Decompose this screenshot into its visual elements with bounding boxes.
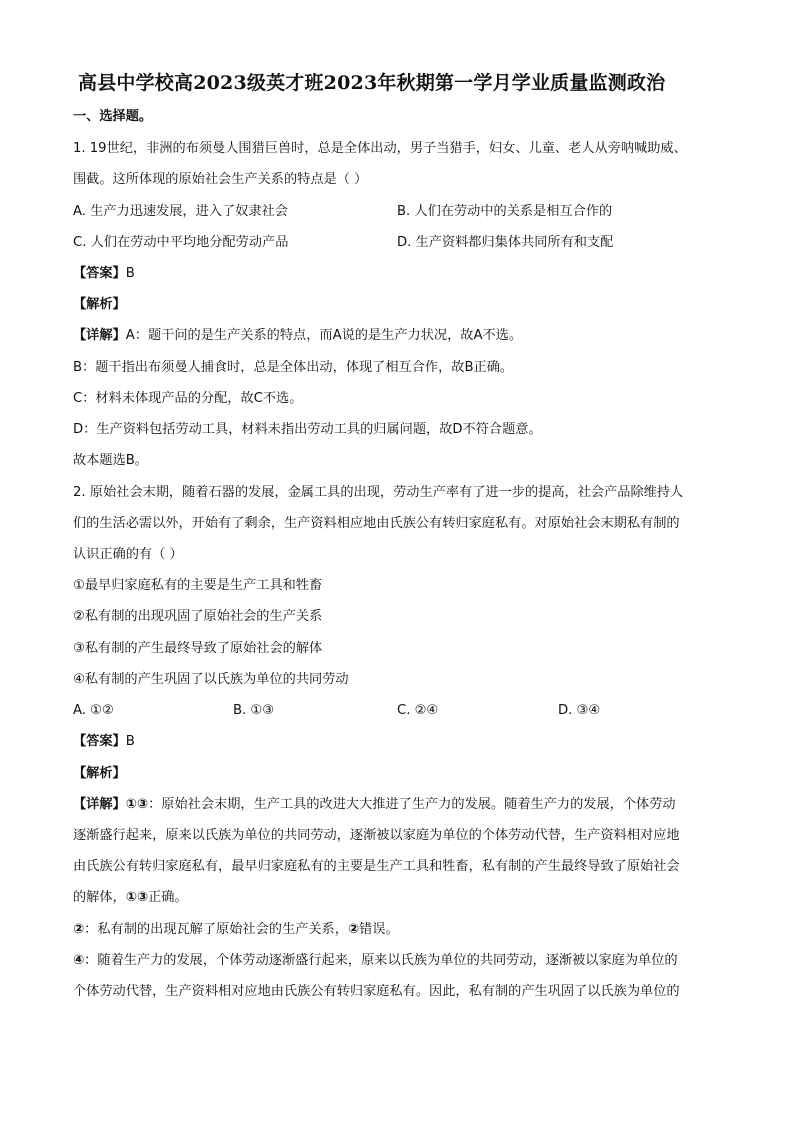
q2-detail-1-line3: 由氏族公有转归家庭私有，最早归家庭私有的主要是生产工具和牲畜，私有制的产生最终导致了原始社会 xyxy=(73,859,680,874)
q2-analysis-label: 【解析】 xyxy=(73,766,126,781)
q1-stem-line1: 1. 19世纪，非洲的布须曼人围猎巨兽时，总是全体出动，男子当猎手，妇女、儿童、老人从旁呐喊助威、 xyxy=(73,141,687,156)
q2-detail-1-line4 xyxy=(73,889,188,907)
q1-answer-value: B xyxy=(125,266,135,281)
q2-stem-line1: 2. 原始社会末期，随着石器的发展，金属工具的出现，劳动生产率有了进一步的提高，社会产品除维持人 xyxy=(73,485,684,500)
q2-detail-4-line2: 个体劳动代替，生产资料相对应地由氏族公有转归家庭私有。因此，私有制的产生巩固了以氏族为单位的 xyxy=(73,984,680,999)
q2-answer-label: 【答案】 xyxy=(73,734,126,749)
q1-option-d: D. 生产资料都归集体共同所有和支配 xyxy=(397,235,614,250)
q1-answer-label: 【答案】 xyxy=(73,266,126,281)
q2-detail-1-line1-text: ：原始社会末期，生产工具的改进大大推进了生产力的发展。随着生产力的发展，个体劳动 xyxy=(148,797,676,812)
q1-option-c: C. 人们在劳动中平均地分配劳动产品 xyxy=(73,235,289,250)
section-heading: 一、选择题。 xyxy=(73,109,153,124)
q2-detail-4-line1 xyxy=(73,952,678,970)
q1-detail-label: 【详解】 xyxy=(73,328,126,343)
q2-detail-2-text: ：私有制的出现瓦解了原始社会的生产关系， xyxy=(84,922,348,937)
q2-detail-4-line1-text: ：随着生产力的发展，个体劳动逐渐盛行起来，原来以氏族为单位的共同劳动，逐渐被以家庭为单位的 xyxy=(84,953,678,968)
q1-option-b: B. 人们在劳动中的关系是相互合作的 xyxy=(397,204,613,219)
q2-detail-1-line4-pre: 的解体， xyxy=(73,890,126,905)
q2-item-2: ②私有制的出现巩固了原始社会的生产关系 xyxy=(73,609,323,624)
q2-item-3: ③私有制的产生最终导致了原始社会的解体 xyxy=(73,641,323,656)
q1-analysis-label: 【解析】 xyxy=(73,297,126,312)
q2-detail-key-4: ④ xyxy=(73,953,85,968)
q2-stem-line2: 们的生活必需以外，开始有了剩余，生产资料相应地由氏族公有转归家庭私有。对原始社会末期私有制的 xyxy=(73,516,680,531)
q2-stem-line3: 认识正确的有（ ） xyxy=(73,547,183,562)
q2-option-b: B. ①③ xyxy=(233,703,275,718)
q1-conclusion: 故本题选B。 xyxy=(73,453,148,468)
q2-detail-2 xyxy=(73,921,399,939)
q2-detail-1-line1 xyxy=(73,796,676,814)
q2-detail-1-line4-post: 正确。 xyxy=(148,890,188,905)
q2-item-1: ①最早归家庭私有的主要是生产工具和牲畜 xyxy=(73,578,323,593)
q2-detail-2-post: 错误。 xyxy=(359,922,399,937)
q2-detail-1-line4-key: ①③ xyxy=(125,890,149,905)
q1-detail-1-text: A：题干问的是生产关系的特点，而A说的是生产力状况，故A不选。 xyxy=(125,328,523,343)
q1-stem-line2: 围截。这所体现的原始社会生产关系的特点是（ ） xyxy=(73,172,368,187)
q1-option-a: A. 生产力迅速发展，进入了奴隶社会 xyxy=(73,204,288,219)
q2-option-c: C. ②④ xyxy=(397,703,439,718)
q1-detail-3: C：材料未体现产品的分配，故C不选。 xyxy=(73,391,303,406)
q1-detail-4: D：生产资料包括劳动工具，材料未指出劳动工具的归属问题，故D不符合题意。 xyxy=(73,422,542,437)
q1-detail-1 xyxy=(73,327,522,345)
q2-answer xyxy=(73,733,135,751)
q2-detail-key-2: ② xyxy=(73,922,85,937)
q2-detail-key-1: ①③ xyxy=(125,797,149,812)
q2-item-4: ④私有制的产生巩固了以氏族为单位的共同劳动 xyxy=(73,672,349,687)
q2-detail-2-key: ② xyxy=(347,922,360,937)
q2-answer-value: B xyxy=(125,734,135,749)
q2-option-d: D. ③④ xyxy=(558,703,601,718)
q2-detail-label: 【详解】 xyxy=(73,797,126,812)
q1-detail-2: B：题干指出布须曼人捕食时，总是全体出动，体现了相互合作，故B正确。 xyxy=(73,360,514,375)
q2-detail-1-line2: 逐渐盛行起来，原来以氏族为单位的共同劳动，逐渐被以家庭为单位的个体劳动代替，生产资料相对应地 xyxy=(73,828,680,843)
page-title: 高县中学校高2023级英才班2023年秋期第一学月学业质量监测政治 xyxy=(78,72,666,94)
q1-answer xyxy=(73,265,135,283)
q2-option-a: A. ①② xyxy=(73,703,114,718)
